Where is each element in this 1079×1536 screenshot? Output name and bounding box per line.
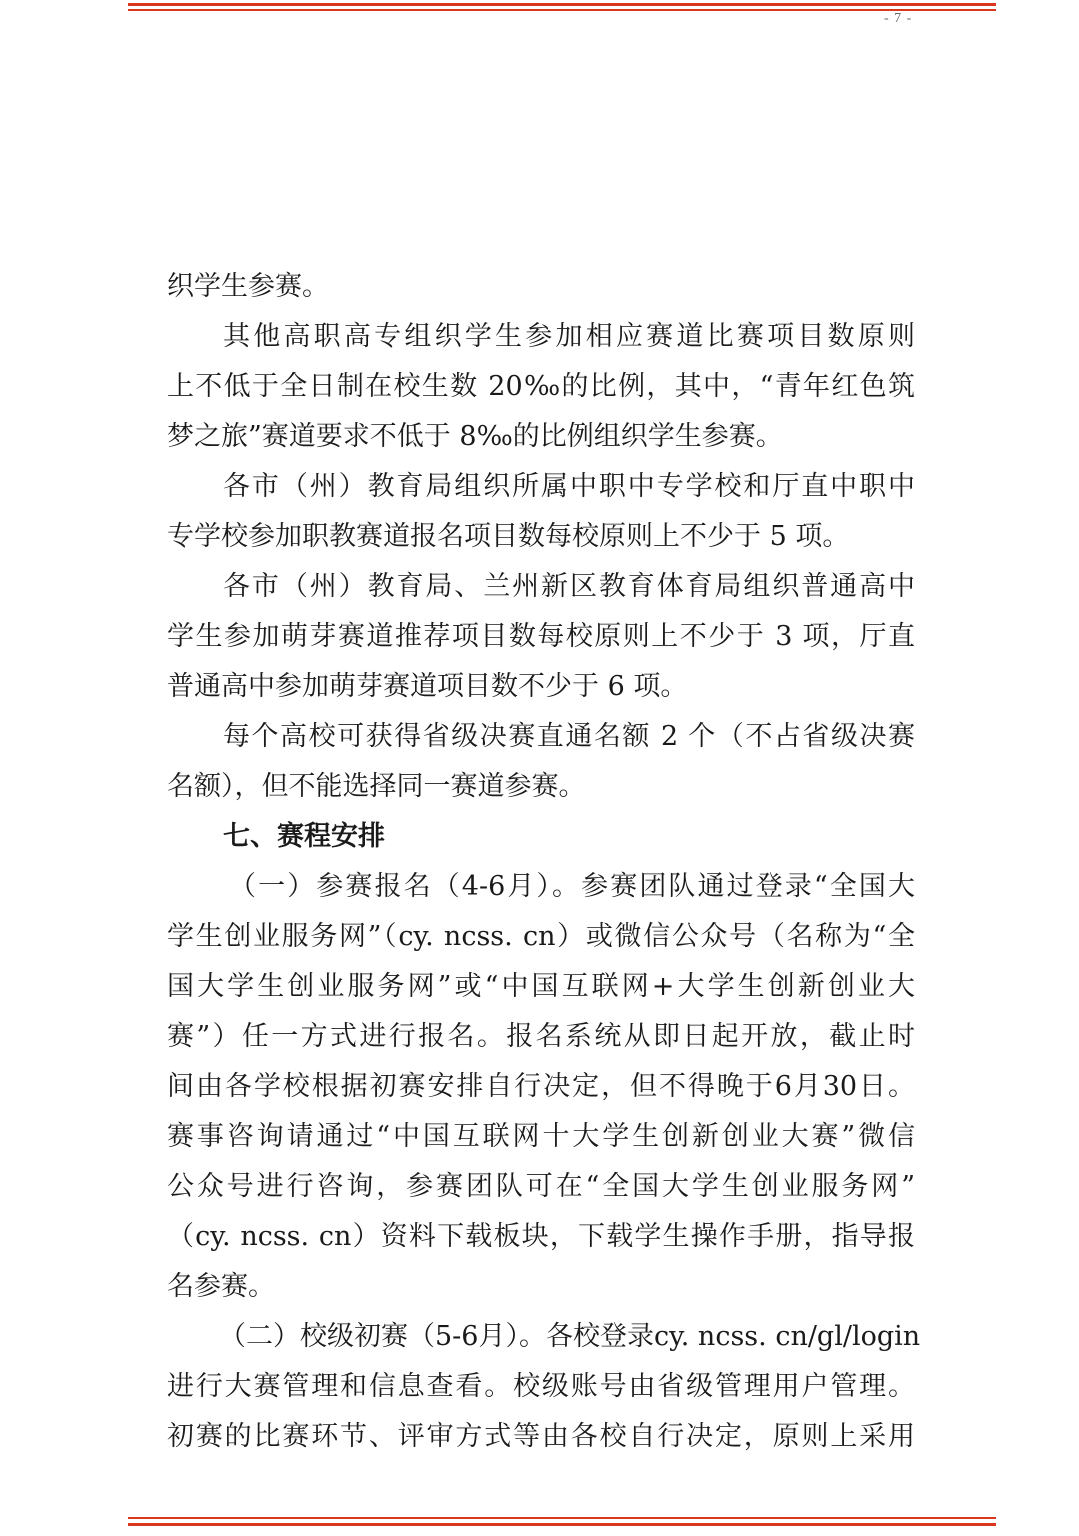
page-number: - 7 -	[884, 11, 913, 26]
paragraph-line: 学生参加萌芽赛道推荐项目数每校原则上不少于 3 项，厅直	[167, 621, 915, 652]
paragraph-line: （一）参赛报名（4-6月）。参赛团队通过登录“全国大	[229, 871, 915, 902]
paragraph-line: 梦之旅”赛道要求不低于 8‰的比例组织学生参赛。	[167, 421, 783, 452]
footer-rule-thin	[128, 1517, 996, 1519]
paragraph-line: 进行大赛管理和信息查看。校级账号由省级管理用户管理。	[167, 1371, 915, 1402]
paragraph-line: 国大学生创业服务网”或“中国互联网+大学生创新创业大	[167, 971, 915, 1002]
section-heading: 七、赛程安排	[223, 821, 385, 852]
paragraph-line: 初赛的比赛环节、评审方式等由各校自行决定，原则上采用	[167, 1421, 915, 1452]
paragraph-line: （cy. ncss. cn）资料下载板块，下载学生操作手册，指导报	[167, 1221, 915, 1252]
paragraph-line: 赛事咨询请通过“中国互联网十大学生创新创业大赛”微信	[167, 1121, 915, 1152]
paragraph-line: 学生创业服务网”（cy. ncss. cn）或微信公众号（名称为“全	[167, 921, 915, 952]
paragraph-line: 普通高中参加萌芽赛道项目数不少于 6 项。	[167, 671, 688, 702]
paragraph-line: 其他高职高专组织学生参加相应赛道比赛项目数原则	[223, 321, 915, 352]
paragraph-line: 专学校参加职教赛道报名项目数每校原则上不少于 5 项。	[167, 521, 850, 552]
paragraph-line: 间由各学校根据初赛安排自行决定，但不得晚于6月30日。	[167, 1071, 915, 1102]
footer-rule-thick	[128, 1523, 996, 1526]
paragraph-line: 各市（州）教育局组织所属中职中专学校和厅直中职中	[223, 471, 915, 502]
paragraph-line: 上不低于全日制在校生数 20‰的比例，其中，“青年红色筑	[167, 371, 915, 402]
header-rule-thick	[128, 3, 996, 6]
paragraph-line: 名额），但不能选择同一赛道参赛。	[167, 771, 586, 802]
header-rule-thin	[128, 9, 996, 11]
paragraph-line: 织学生参赛。	[167, 271, 329, 302]
paragraph-line: 各市（州）教育局、兰州新区教育体育局组织普通高中	[223, 571, 915, 602]
paragraph-line: （二）校级初赛（5-6月）。各校登录cy. ncss. cn/gl/login	[219, 1321, 921, 1352]
paragraph-line: 名参赛。	[167, 1271, 275, 1302]
document-body	[167, 262, 921, 1462]
paragraph-line: 每个高校可获得省级决赛直通名额 2 个（不占省级决赛	[223, 721, 915, 752]
paragraph-line: 赛”）任一方式进行报名。报名系统从即日起开放，截止时	[167, 1021, 915, 1052]
paragraph-line: 公众号进行咨询，参赛团队可在“全国大学生创业服务网”	[167, 1171, 915, 1202]
